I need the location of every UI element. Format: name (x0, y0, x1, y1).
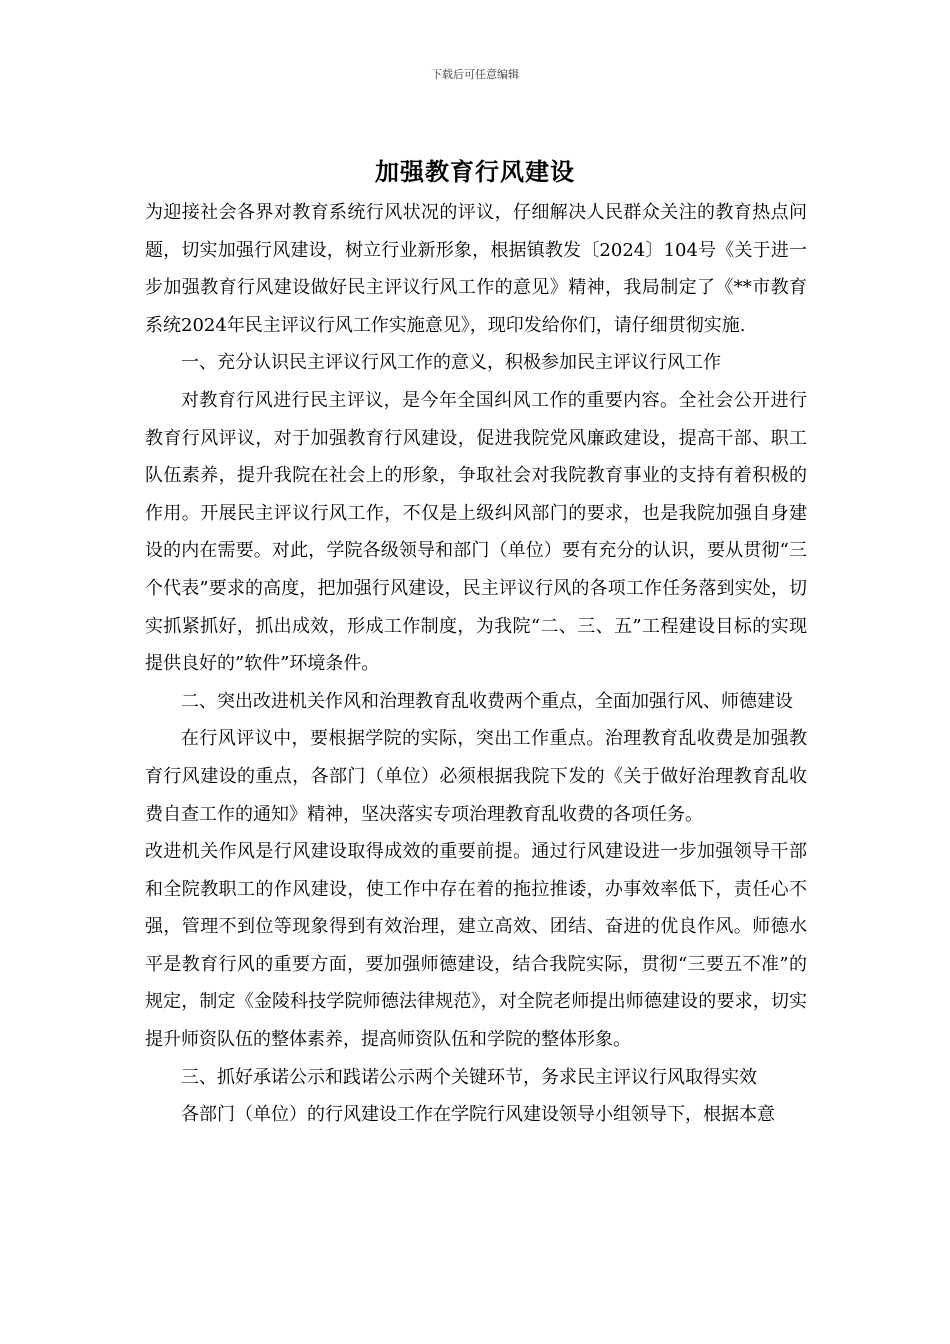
paragraph: 对教育行风进行民主评议，是今年全国纠风工作的重要内容。全社会公开进行教育行风评议，对于加强教育行风建设，促进我院党风廉政建设，提高干部、职工队伍素养，提升我院在社会上的形象，争取社会对我院教育事业的支持有着积极的作用。开展民主评议行风工作，不仅是上级纠风部门的要求，也是我院加强自身建设的内在需要。对此，学院各级领导和部门（单位）要有充分的认识，要从贯彻“三个代表”要求的高度，把加强行风建设，民主评议行风的各项工作任务落到实处，切实抓紧抓好，抓出成效，形成工作制度，为我院“二、三、五”工程建设目标的实现提供良好的”软件”环境条件。 (145, 389, 807, 675)
section-heading-1: 一、充分认识民主评议行风工作的意义，积极参加民主评议行风工作 (181, 352, 721, 374)
document-body (145, 194, 807, 1134)
header-note: 下载后可任意编辑 (431, 68, 519, 81)
paragraph: 在行风评议中，要根据学院的实际，突出工作重点。治理教育乱收费是加强教育行风建设的重点，各部门（单位）必须根据我院下发的《关于做好治理教育乱收费自查工作的通知》精神，坚决落实专项治理教育乱收费的各项任务。 (145, 728, 807, 825)
paragraph: 各部门（单位）的行风建设工作在学院行风建设领导小组领导下，根据本意 (181, 1104, 775, 1126)
section-heading-2: 二、突出改进机关作风和治理教育乱收费两个重点，全面加强行风、师德建设 (181, 690, 793, 712)
paragraph: 改进机关作风是行风建设取得成效的重要前提。通过行风建设进一步加强领导干部和全院教职工的作风建设，使工作中存在着的拖拉推诿，办事效率低下，责任心不强，管理不到位等现象得到有效治理，建立高效、团结、奋进的优良作风。师德水平是教育行风的重要方面，要加强师德建设，结合我院实际，贯彻“三要五不准”的规定，制定《金陵科技学院师德法律规范》，对全院老师提出师德建设的要求，切实提升师资队伍的整体素养，提高师资队伍和学院的整体形象。 (145, 841, 807, 1051)
section-heading-3: 三、抓好承诺公示和践诺公示两个关键环节，务求民主评议行风取得实效 (181, 1066, 757, 1088)
paragraph-intro: 为迎接社会各界对教育系统行风状况的评议，仔细解决人民群众关注的教育热点问题，切实加强行风建设，树立行业新形象，根据镇教发〔2024〕104号《关于进一步加强教育行风建设做好民主评议行风工作的意见》精神，我局制定了《**市教育系统2024年民主评议行风工作实施意见》，现印发给你们，请仔细贯彻实施. (145, 202, 807, 336)
document-title: 加强教育行风建设 (375, 157, 575, 186)
